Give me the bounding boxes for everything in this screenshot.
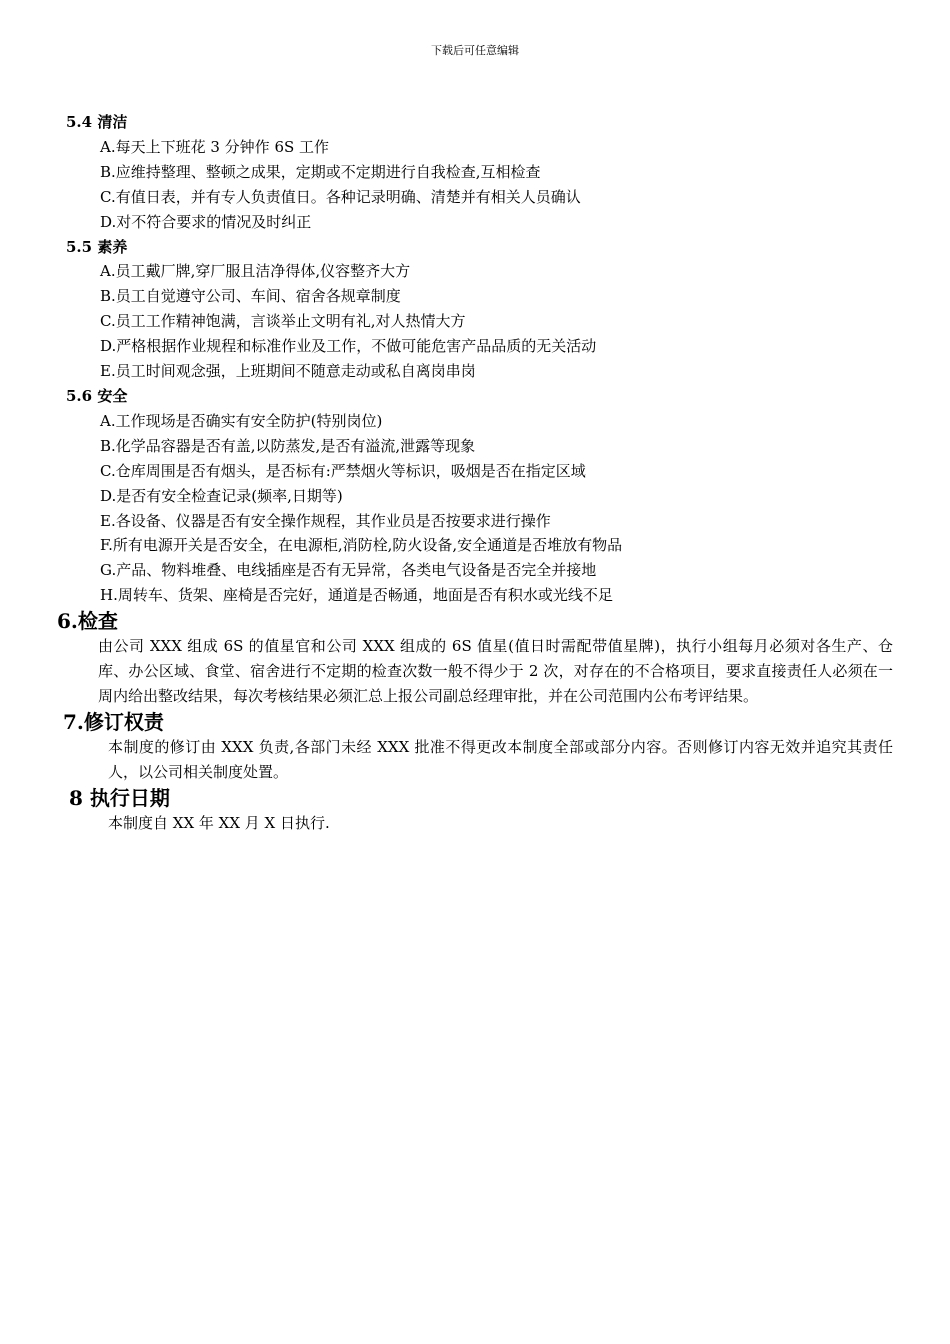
section-6-body: 由公司 XXX 组成 6S 的值星官和公司 XXX 组成的 6S 值星(值日时需配带值星牌)，执行小组每月必须对各生产、仓库、办公区域、食堂、宿舍进行不定期的检查次数一般不得少于 2 次，对存在的不合格项目，要求直接责任人必须在一周内给出整改结果，每次考核结果必须汇总上报公司副总经理审批，并在公司范围内公布考评结果。: [98, 637, 893, 705]
list-item: B.员工自觉遵守公司、车间、宿舍各规章制度: [100, 287, 401, 306]
list-item: C.仓库周围是否有烟头，是否标有:严禁烟火等标识，吸烟是否在指定区域: [100, 461, 586, 480]
list-item: A.每天上下班花 3 分钟作 6S 工作: [100, 137, 330, 156]
list-item: E.各设备、仪器是否有安全操作规程，其作业员是否按要求进行操作: [100, 511, 551, 530]
list-item: A.工作现场是否确实有安全防护(特别岗位): [100, 411, 383, 430]
list-item: A.员工戴厂牌,穿厂服且洁净得体,仪容整齐大方: [100, 262, 411, 281]
list-item: G.产品、物料堆叠、电线插座是否有无异常，各类电气设备是否完全并接地: [100, 561, 597, 580]
section-7-title: 7.修订权责: [63, 709, 164, 734]
section-5-4-title: 5.4 清洁: [66, 113, 128, 131]
section-8-title: 8 执行日期: [69, 785, 170, 810]
section-8-body: 本制度自 XX 年 XX 月 X 日执行.: [108, 813, 330, 832]
page-header: 下载后可任意编辑: [431, 44, 519, 57]
list-item: F.所有电源开关是否安全，在电源柜,消防栓,防火设备,安全通道是否堆放有物品: [100, 536, 623, 555]
list-item: D.是否有安全检查记录(频率,日期等): [100, 486, 343, 505]
section-5-5-title: 5.5 素养: [66, 237, 128, 256]
list-item: E.员工时间观念强，上班期间不随意走动或私自离岗串岗: [100, 362, 476, 381]
list-item: D.严格根据作业规程和标准作业及工作，不做可能危害产品品质的无关活动: [100, 337, 597, 356]
list-item: C.有值日表，并有专人负责值日。各种记录明确、清楚并有相关人员确认: [100, 187, 581, 206]
list-item: C.员工工作精神饱满，言谈举止文明有礼,对人热情大方: [100, 312, 466, 331]
list-item: H.周转车、货架、座椅是否完好，通道是否畅通，地面是否有积水或光线不足: [100, 586, 613, 605]
list-item: D.对不符合要求的情况及时纠正: [100, 212, 312, 231]
document-body: [0, 110, 950, 836]
list-item: B.应维持整理、整顿之成果，定期或不定期进行自我检查,互相检查: [100, 162, 541, 181]
section-7-body: 本制度的修订由 XXX 负责,各部门未经 XXX 批准不得更改本制度全部或部分内容。否则修订内容无效并追究其责任人，以公司相关制度处置。: [108, 737, 893, 781]
section-6-title: 6.检查: [57, 609, 118, 634]
section-5-6-title: 5.6 安全: [66, 386, 128, 405]
list-item: B.化学品容器是否有盖,以防蒸发,是否有溢流,泄露等现象: [100, 436, 476, 455]
